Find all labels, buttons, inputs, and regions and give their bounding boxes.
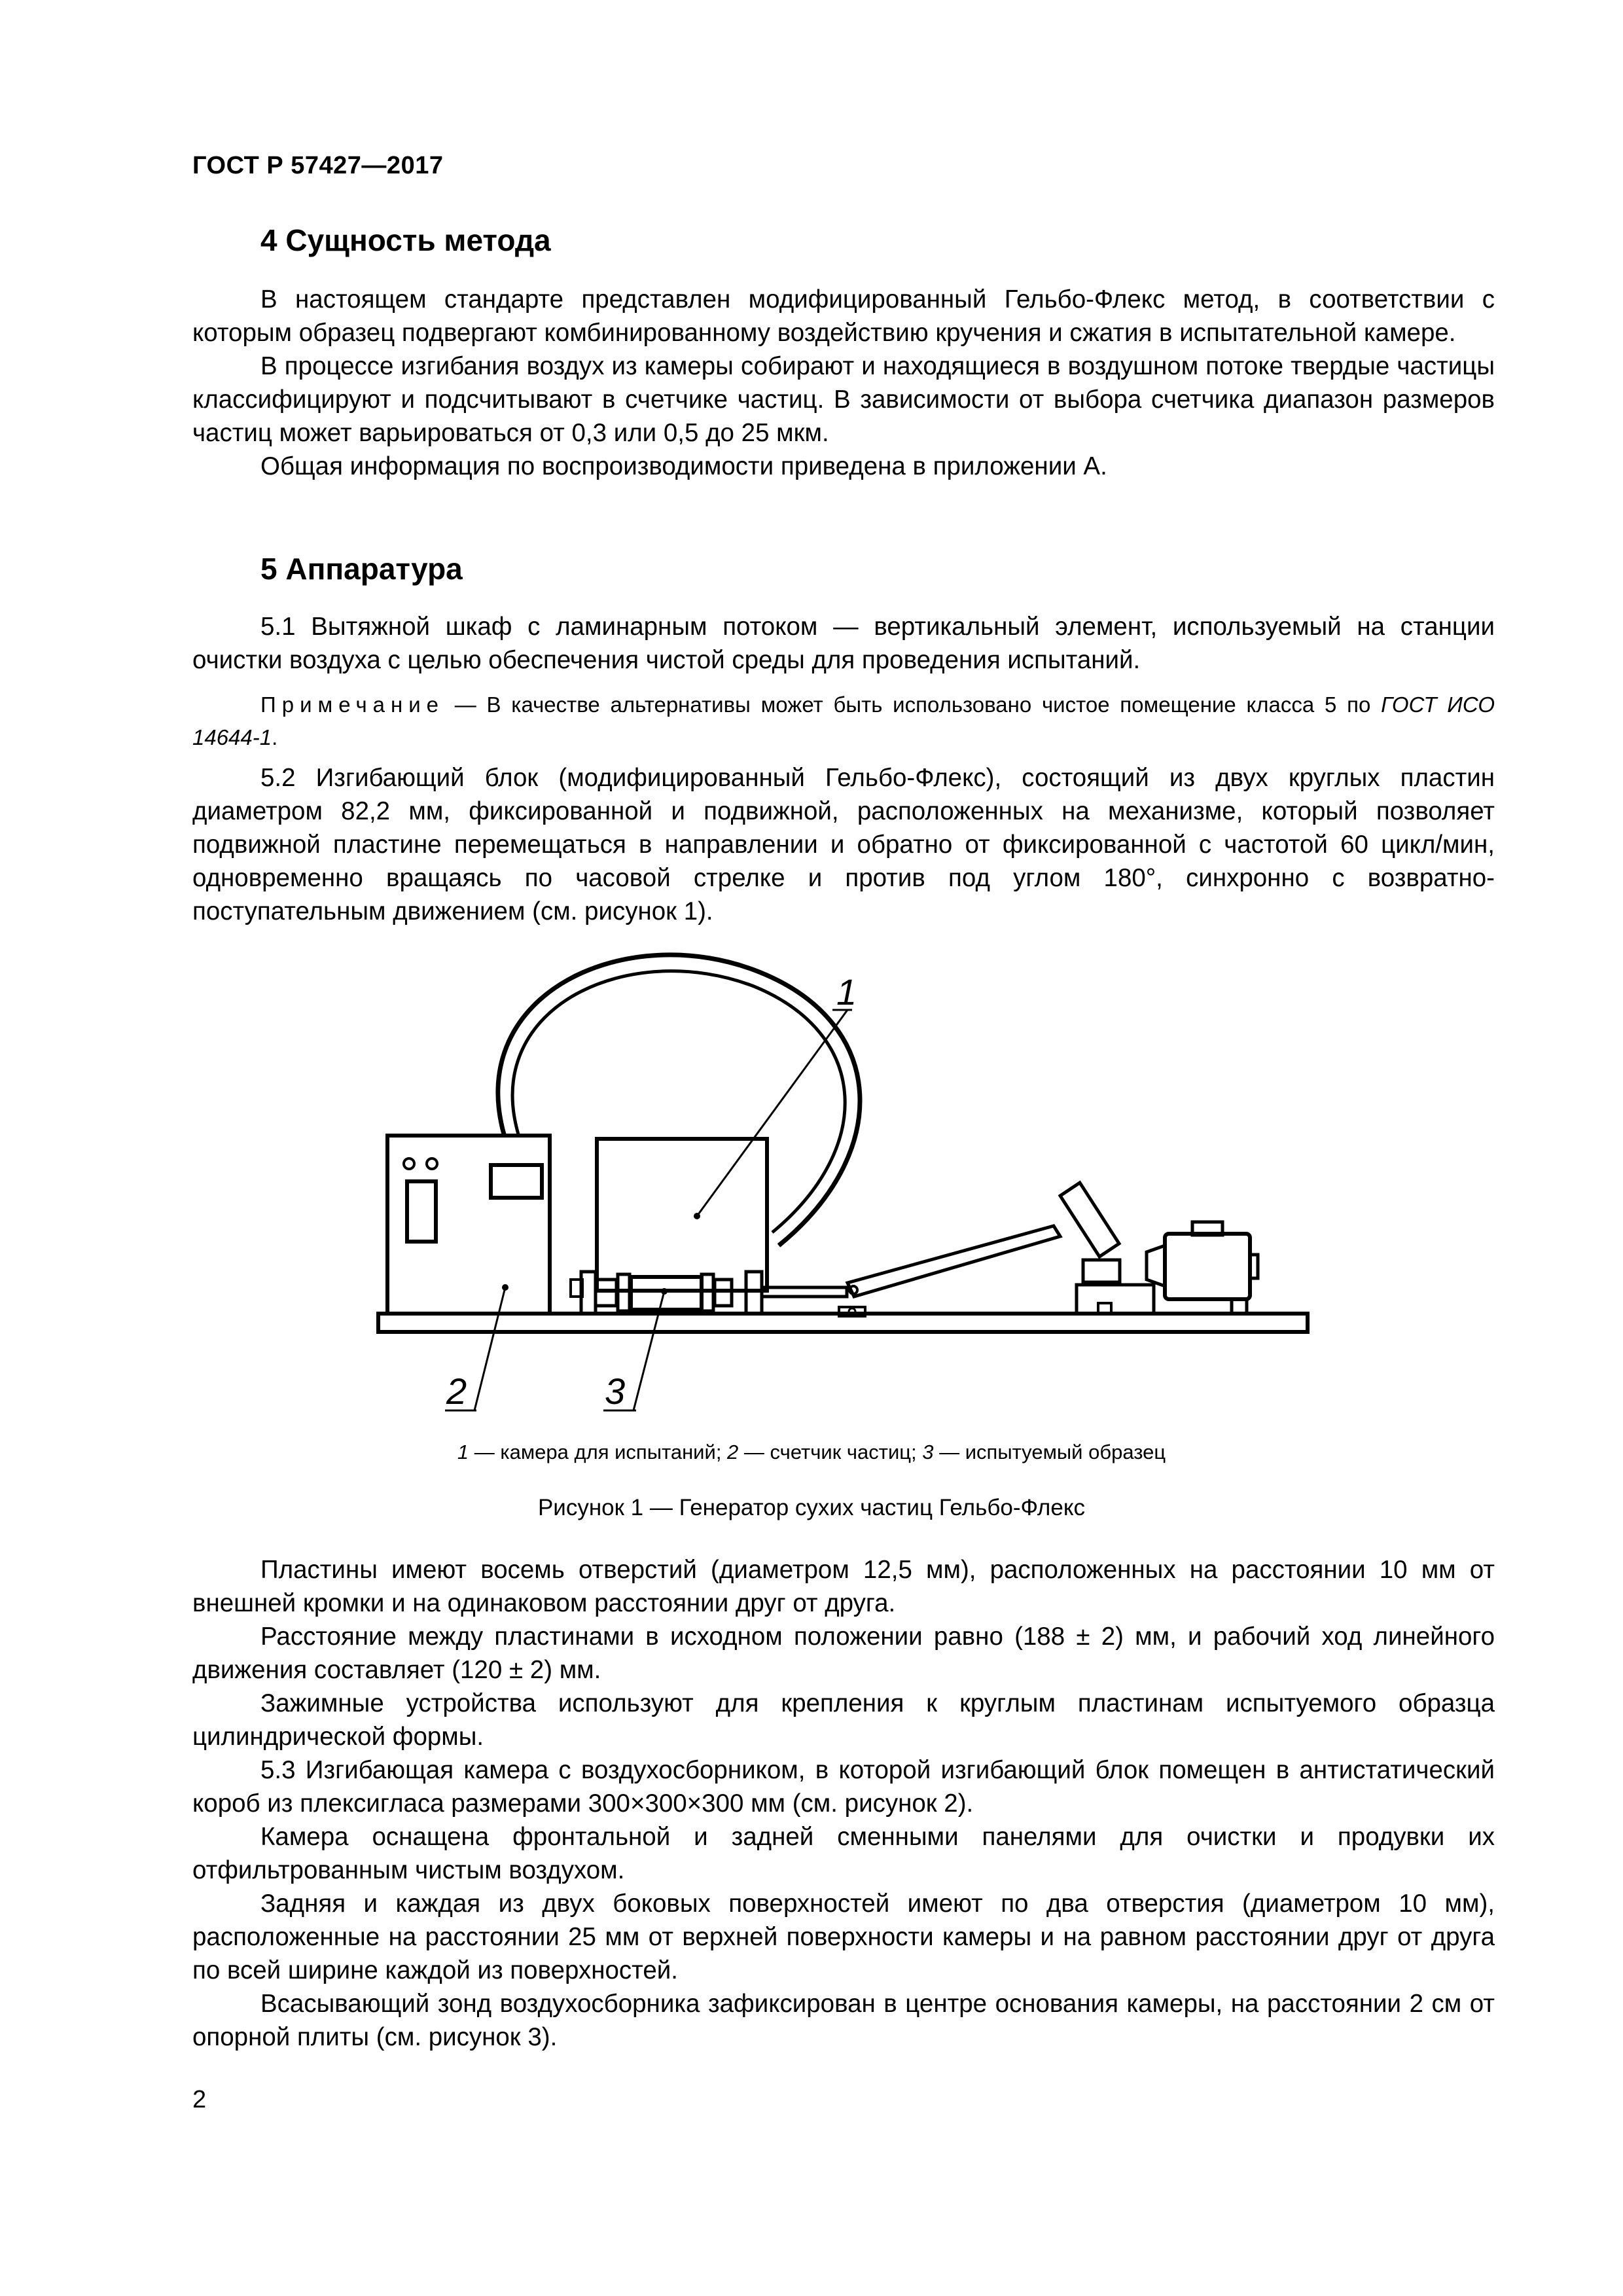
page-number: 2 bbox=[192, 2086, 207, 2113]
section-4-body bbox=[192, 283, 1495, 483]
paragraph: 5.2 Изгибающий блок (модифицированный Гельбо-Флекс), состоящий из двух круглых пластин диаметром 82,2 мм, фиксированной и подвижной, расположенных на механизме, который позволяет подвижной пластине перемещаться в направлении и обратно от фиксированной с частотой 60 цикл/мин, одновременно вращаясь по часовой стрелке и против под углом 180°, синхронно с возвратно-поступательным движением (см. рисунок 1). bbox=[192, 764, 1495, 925]
paragraph: В процессе изгибания воздух из камеры собирают и находящиеся в воздушном потоке твердые частицы классифицируют и подсчитывают в счетчике частиц. В зависимости от выбора счетчика диапазон размеров частиц может варьироваться от 0,3 или 0,5 до 25 мкм. bbox=[192, 352, 1495, 447]
section-5-1 bbox=[192, 610, 1495, 677]
leader-2 bbox=[474, 1287, 505, 1410]
connecting-rod bbox=[847, 1226, 1060, 1297]
leader-1 bbox=[697, 1010, 847, 1216]
label-2: 2 bbox=[446, 1371, 467, 1412]
paragraph: 5.3 Изгибающая камера с воздухосборником, в которой изгибающий блок помещен в антистатический короб из плексигласа размерами 300×300×300 мм (см. рисунок 2). bbox=[192, 1756, 1495, 1818]
paragraph: Камера оснащена фронтальной и задней сменными панелями для очистки и продувки их отфильтрованным чистым воздухом. bbox=[192, 1823, 1495, 1884]
paragraph: Расстояние между пластинами в исходном положении равно (188 ± 2) мм, и рабочий ход линейного движения составляет (120 ± 2) мм. bbox=[192, 1623, 1495, 1684]
section-4-heading: 4 Сущность метода bbox=[260, 223, 551, 257]
crank-support bbox=[1083, 1260, 1120, 1282]
note-label: Примечание bbox=[260, 692, 445, 717]
section-5-2 bbox=[192, 761, 1495, 928]
paragraph: В настоящем стандарте представлен модифицированный Гельбо-Флекс метод, в соответствии с которым образец подвергают комбинированному воздействию кручения и сжатия в испытательной камере. bbox=[192, 285, 1495, 347]
motor-body bbox=[1165, 1234, 1250, 1299]
tube-ring-inner bbox=[512, 971, 845, 1232]
paragraph: Пластины имеют восемь отверстий (диаметром 12,5 мм), расположенных на расстоянии 10 мм от внешней кромки и на одинаковом расстоянии друг от друга. bbox=[192, 1556, 1495, 1617]
note-reference: ГОСТ ИСО 14644-1 bbox=[192, 692, 1495, 749]
gelbo-flex-drawing bbox=[366, 913, 1329, 1437]
test-chamber bbox=[597, 1139, 767, 1291]
label-3: 3 bbox=[605, 1371, 626, 1412]
motor-coupling bbox=[1147, 1246, 1165, 1286]
label-1: 1 bbox=[836, 971, 857, 1013]
drive-shaft bbox=[762, 1287, 847, 1297]
figure-title: Рисунок 1 — Генератор сухих частиц Гельбо-Флекс bbox=[537, 1495, 1086, 1520]
paragraph: Зажимные устройства используют для крепления к круглым пластинам испытуемого образца цилиндрической формы. bbox=[192, 1689, 1495, 1751]
indicator-right bbox=[427, 1158, 437, 1169]
paragraph: Задняя и каждая из двух боковых поверхностей имеют по два отверстия (диаметром 10 мм), расположенные на расстоянии 25 мм от верхней поверхности камеры и на равном расстоянии друг от друга по всей ширине каждой из поверхностей. bbox=[192, 1890, 1495, 1984]
crank-arm bbox=[1060, 1183, 1119, 1257]
crank-base bbox=[1077, 1285, 1154, 1314]
indicator-left bbox=[404, 1158, 414, 1169]
counter-slot bbox=[407, 1181, 436, 1242]
post-figure-body bbox=[192, 1553, 1495, 2054]
note-text: — В качестве альтернативы может быть использовано чистое помещение класса 5 по bbox=[444, 692, 1382, 717]
figure-1-diagram bbox=[366, 913, 1329, 1437]
counter-display bbox=[491, 1165, 542, 1198]
figure-legend: 1 — камера для испытаний; 2 — счетчик частиц; 3 — испытуемый образец bbox=[457, 1441, 1166, 1463]
particle-counter bbox=[387, 1136, 550, 1314]
paragraph: 5.1 Вытяжной шкаф с ламинарным потоком — вертикальный элемент, используемый на станции очистки воздуха с целью обеспечения чистой среды для проведения испытаний. bbox=[192, 613, 1495, 674]
motor-end-cap bbox=[1250, 1255, 1258, 1278]
section-5-heading: 5 Аппаратура bbox=[260, 552, 463, 586]
paragraph: Всасывающий зонд воздухосборника зафиксирован в центре основания камеры, на расстоянии 2 см от опорной плиты (см. рисунок 3). bbox=[192, 1990, 1495, 2051]
paragraph: Общая информация по воспроизводимости приведена в приложении А. bbox=[260, 452, 1107, 480]
note: Примечание — В качестве альтернативы может быть использовано чистое помещение класса 5 по ГОСТ ИСО 14644-1. bbox=[192, 692, 1495, 749]
document-header: ГОСТ Р 57427—2017 bbox=[192, 152, 444, 179]
